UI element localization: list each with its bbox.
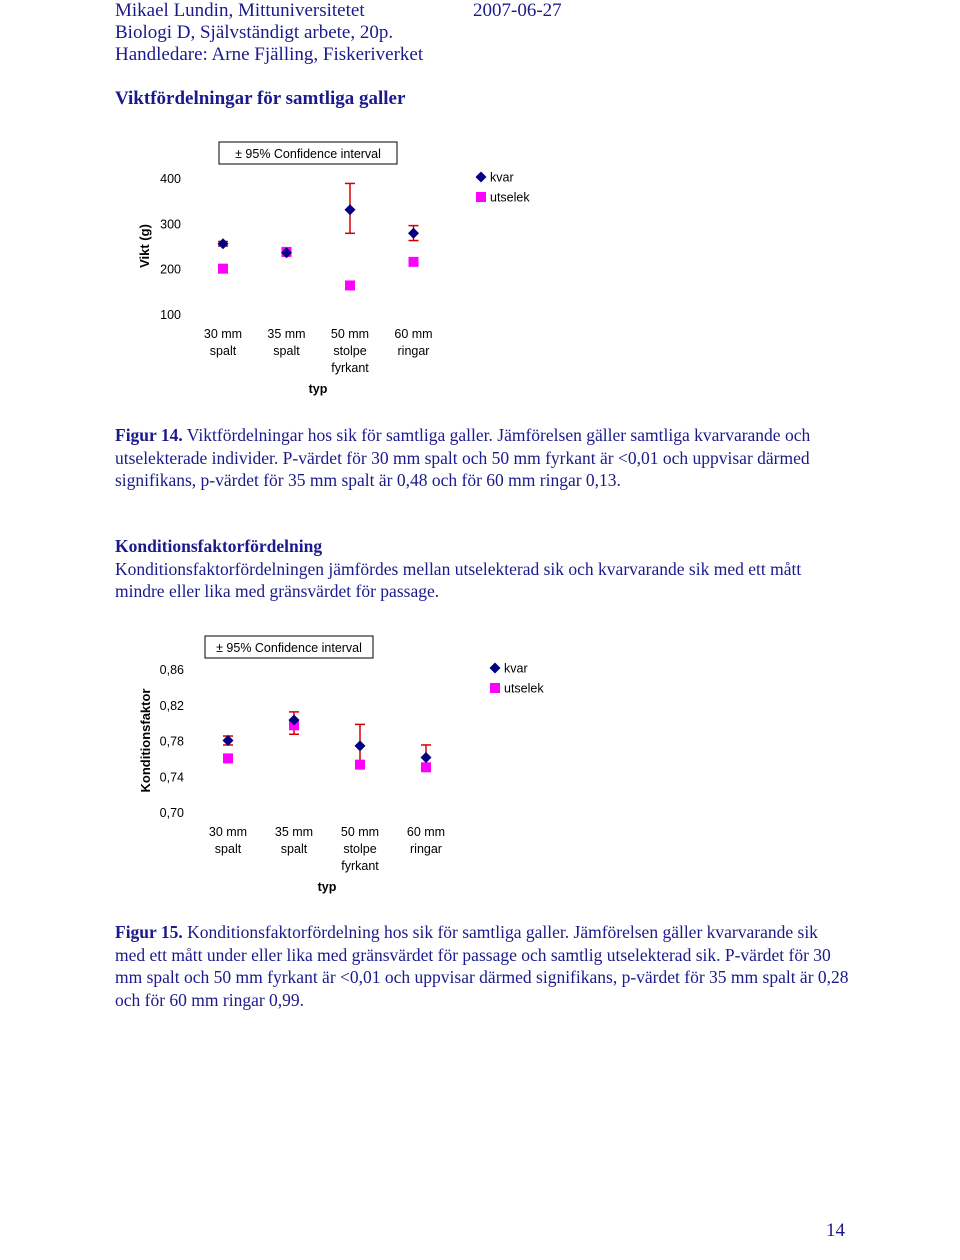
figure15-caption <box>115 921 850 1011</box>
legend-marker-utselek <box>490 683 500 693</box>
x-tick-label: spalt <box>273 344 300 358</box>
data-point-utselek <box>409 257 419 267</box>
section-title: Viktfördelningar för samtliga galler <box>115 88 406 109</box>
konditions-section <box>115 535 850 603</box>
page-number: 14 <box>826 1220 845 1241</box>
x-tick-label: 60 mm <box>394 327 433 341</box>
x-tick-label: 50 mm <box>330 327 370 341</box>
confidence-interval-label: ± 95% Confidence interval <box>216 641 362 655</box>
x-tick-label: 30 mm <box>203 327 243 341</box>
legend-label-kvar: kvar <box>504 661 528 676</box>
legend-label-kvar: kvar <box>490 170 514 185</box>
legend-marker-utselek <box>476 192 486 202</box>
konditions-text: Konditionsfaktorfördelningen jämfördes mellan utselekterad sik och kvarvarande sik med ett mått mindre eller lika med gränsvärdet för passage. <box>115 558 802 601</box>
y-tick-label: 0,74 <box>159 770 184 785</box>
x-tick-label: 30 mm <box>208 825 248 839</box>
header-author: Mikael Lundin, Mittuniversitetet <box>115 0 365 21</box>
y-axis-label: Vikt (g) <box>137 224 152 268</box>
data-point-utselek <box>345 280 355 290</box>
x-tick-label: spalt <box>209 344 237 358</box>
y-tick-label: 400 <box>160 172 181 186</box>
data-point-utselek <box>223 753 233 763</box>
data-point-kvar <box>408 228 419 239</box>
data-point-kvar <box>355 740 366 751</box>
x-tick-label: spalt <box>214 842 242 856</box>
x-tick-label: 60 mm <box>406 825 446 839</box>
data-point-kvar <box>218 238 229 249</box>
x-tick-label: fyrkant <box>341 859 379 873</box>
weight-distribution-chart <box>125 130 585 405</box>
condition-factor-chart <box>125 625 585 905</box>
y-tick-label: 0,70 <box>159 806 184 820</box>
x-tick-label: spalt <box>280 842 308 856</box>
legend-label-utselek: utselek <box>490 190 530 205</box>
figure14-caption <box>115 424 850 492</box>
x-tick-label: stolpe <box>333 344 367 358</box>
x-tick-label: 50 mm <box>340 825 380 839</box>
y-tick-label: 200 <box>160 262 181 277</box>
figure14-label: Figur 14. <box>115 425 183 445</box>
x-tick-label: ringar <box>410 842 442 856</box>
header-course: Biologi D, Självständigt arbete, 20p. <box>115 22 394 43</box>
x-tick-label: stolpe <box>343 842 377 856</box>
legend-marker-kvar <box>476 172 487 183</box>
y-tick-label: 0,78 <box>159 734 184 749</box>
x-tick-label: fyrkant <box>331 361 369 375</box>
x-tick-label: ringar <box>397 344 430 358</box>
y-axis-label: Konditionsfaktor <box>138 688 153 793</box>
figure15-label: Figur 15. <box>115 922 183 942</box>
figure14-text: Viktfördelningar hos sik för samtliga galler. Jämförelsen gäller samtliga kvarvarande och utselekterade individer. P-värdet för 30 mm spalt och 50 mm fyrkant är <0,01 och uppvisar därmed signifikans, p-värdet för 35 mm spalt är 0,48 och för 60 mm ringar 0,13. <box>115 425 811 490</box>
y-tick-label: 300 <box>160 217 181 232</box>
header-supervisor: Handledare: Arne Fjälling, Fiskeriverket <box>115 44 424 65</box>
data-point-utselek <box>355 760 365 770</box>
header-date: 2007-06-27 <box>473 0 562 21</box>
y-tick-label: 0,82 <box>159 698 184 713</box>
konditions-heading: Konditionsfaktorfördelning <box>115 536 323 556</box>
y-tick-label: 100 <box>160 308 181 322</box>
legend-marker-kvar <box>490 663 501 674</box>
confidence-interval-label: ± 95% Confidence interval <box>235 147 381 161</box>
x-axis-label: typ <box>308 382 328 396</box>
legend-label-utselek: utselek <box>504 681 544 696</box>
data-point-kvar <box>345 204 356 215</box>
figure15-text: Konditionsfaktorfördelning hos sik för samtliga galler. Jämförelsen gäller kvarvarande sik med ett mått under eller lika med gränsvärdet för passage och samtlig utselekterad sik. P-värdet för 30 mm spalt och 50 mm fyrkant är <0,01 och uppvisar därmed signifikans, p-värdet för 35 mm spalt är 0,28 och för 60 mm ringar 0,99. <box>115 922 849 1010</box>
data-point-kvar <box>421 752 432 763</box>
data-point-utselek <box>218 264 228 274</box>
x-tick-label: 35 mm <box>274 825 314 839</box>
x-tick-label: 35 mm <box>267 327 306 341</box>
y-tick-label: 0,86 <box>159 663 184 677</box>
data-point-utselek <box>421 762 431 772</box>
x-axis-label: typ <box>317 880 337 894</box>
